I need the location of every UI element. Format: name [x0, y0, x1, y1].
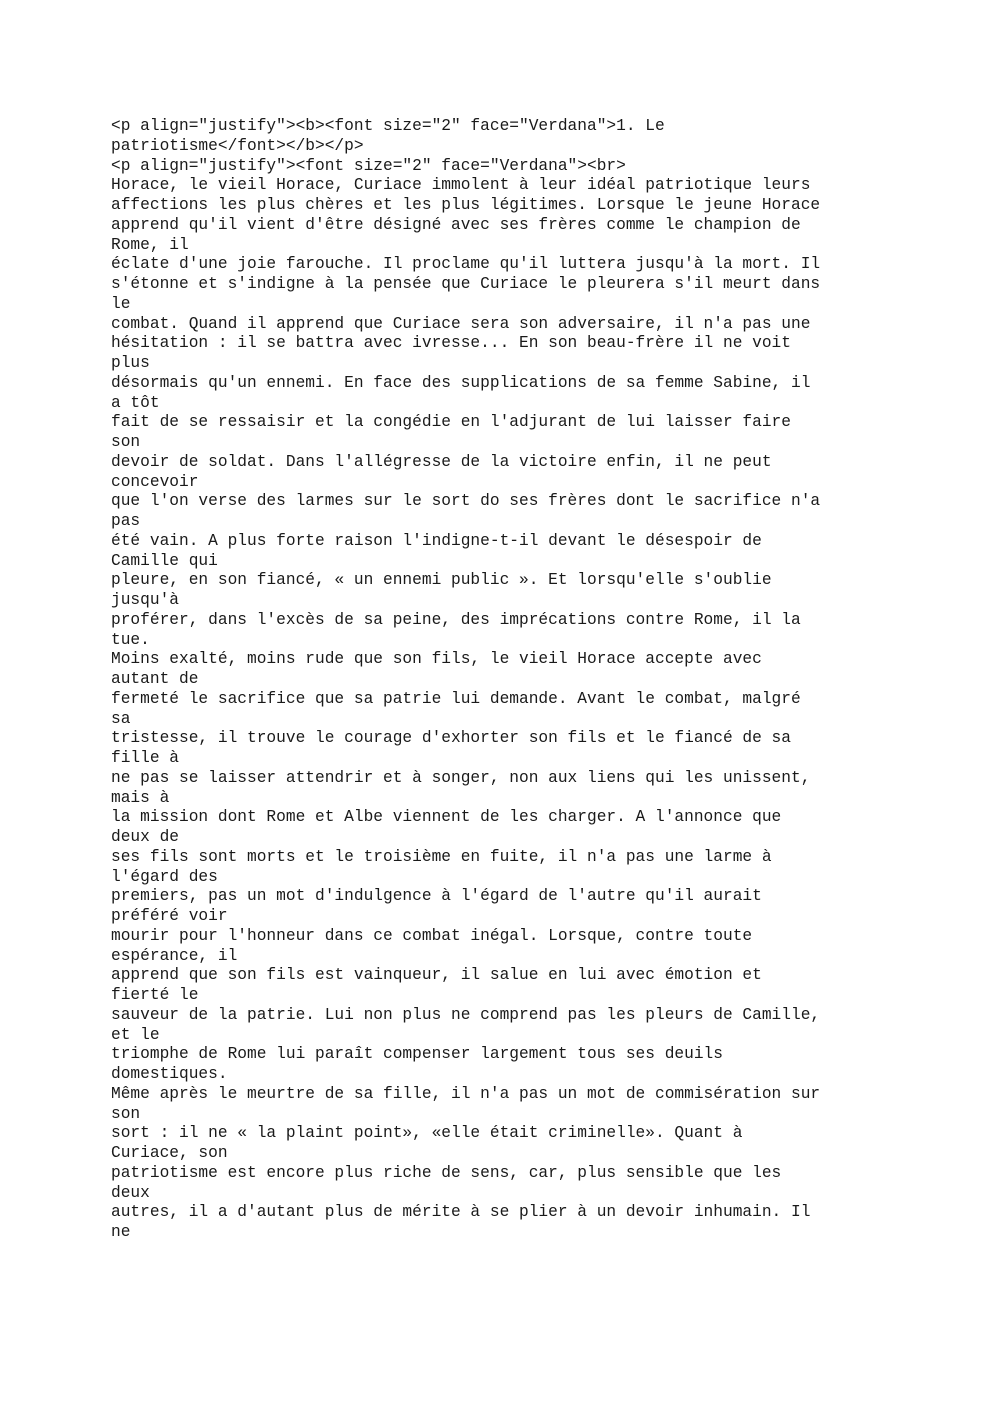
text-line: pas: [111, 512, 141, 530]
text-line: <p align="justify"><font size="2" face="Verdana"><br>: [111, 156, 626, 175]
text-line: Rome, il: [111, 235, 189, 254]
text-line: tristesse, il trouve le courage d'exhorter son fils et le fiancé de sa: [111, 729, 791, 748]
text-line: fierté le: [111, 986, 199, 1004]
text-line: Curiace, son: [111, 1144, 228, 1162]
text-line: éclate d'une joie farouche. Il proclame qu'il luttera jusqu'à la mort. Il: [111, 255, 821, 274]
text-line: deux de: [111, 828, 179, 846]
text-line: devoir de soldat. Dans l'allégresse de la victoire enfin, il ne peut: [111, 452, 772, 471]
text-line: autres, il a d'autant plus de mérite à se plier à un devoir inhumain. Il: [111, 1203, 811, 1222]
text-line: Camille qui: [111, 551, 218, 570]
text-line: <p align="justify"><b><font size="2" face="Verdana">1. Le: [111, 117, 665, 135]
text-line: combat. Quand il apprend que Curiace sera son adversaire, il n'a pas une: [111, 314, 811, 333]
text-line: préféré voir: [111, 907, 228, 925]
text-line: tue.: [111, 630, 150, 649]
text-line: la mission dont Rome et Albe viennent de les charger. A l'annonce que: [111, 808, 782, 827]
text-line: été vain. A plus forte raison l'indigne-t-il devant le désespoir de: [111, 531, 762, 550]
text-line: fille à: [111, 749, 179, 767]
text-line: mais à: [111, 788, 170, 807]
text-line: l'égard des: [111, 867, 218, 886]
text-line: apprend qu'il vient d'être désigné avec ses frères comme le champion de: [111, 215, 801, 234]
text-line: pleure, en son fiancé, « un ennemi public ». Et lorsqu'elle s'oublie: [111, 571, 772, 590]
text-line: Moins exalté, moins rude que son fils, le vieil Horace accepte avec: [111, 650, 762, 669]
text-line: autant de: [111, 670, 199, 688]
document-text: [111, 117, 901, 1243]
text-line: deux: [111, 1183, 150, 1202]
text-line: ne: [111, 1223, 131, 1241]
text-line: que l'on verse des larmes sur le sort do ses frères dont le sacrifice n'a: [111, 492, 821, 511]
text-line: Horace, le vieil Horace, Curiace immolent à leur idéal patriotique leurs: [111, 176, 811, 195]
text-line: s'étonne et s'indigne à la pensée que Curiace le pleurera s'il meurt dans: [111, 275, 821, 293]
text-line: patriotisme</font></b></p>: [111, 136, 364, 155]
text-line: ne pas se laisser attendrir et à songer, non aux liens qui les unissent,: [111, 768, 811, 787]
text-line: hésitation : il se battra avec ivresse... En son beau-frère il ne voit: [111, 334, 791, 353]
text-line: jusqu'à: [111, 591, 179, 609]
text-line: espérance, il: [111, 946, 238, 965]
text-line: mourir pour l'honneur dans ce combat inégal. Lorsque, contre toute: [111, 926, 753, 945]
text-line: ses fils sont morts et le troisième en fuite, il n'a pas une larme à: [111, 847, 772, 866]
text-line: a tôt: [111, 393, 160, 412]
text-line: désormais qu'un ennemi. En face des supplications de sa femme Sabine, il: [111, 373, 811, 392]
text-line: fermeté le sacrifice que sa patrie lui demande. Avant le combat, malgré: [111, 689, 801, 708]
text-line: le: [111, 294, 131, 313]
text-line: fait de se ressaisir et la congédie en l'adjurant de lui laisser faire: [111, 413, 791, 432]
text-line: concevoir: [111, 472, 199, 491]
text-line: sort : il ne « la plaint point», «elle était criminelle». Quant à: [111, 1124, 743, 1143]
text-line: patriotisme est encore plus riche de sens, car, plus sensible que les: [111, 1163, 782, 1182]
text-line: et le: [111, 1025, 160, 1044]
text-line: affections les plus chères et les plus légitimes. Lorsque le jeune Horace: [111, 196, 821, 214]
text-line: Même après le meurtre de sa fille, il n'a pas un mot de commisération sur: [111, 1084, 821, 1103]
text-line: triomphe de Rome lui paraît compenser largement tous ses deuils: [111, 1045, 723, 1064]
text-line: domestiques.: [111, 1065, 228, 1083]
text-line: proférer, dans l'excès de sa peine, des imprécations contre Rome, il la: [111, 610, 801, 629]
text-line: apprend que son fils est vainqueur, il salue en lui avec émotion et: [111, 966, 762, 985]
text-line: sauveur de la patrie. Lui non plus ne comprend pas les pleurs de Camille,: [111, 1005, 821, 1024]
text-line: plus: [111, 354, 150, 372]
text-line: son: [111, 433, 141, 451]
text-line: premiers, pas un mot d'indulgence à l'égard de l'autre qu'il aurait: [111, 887, 762, 906]
text-line: son: [111, 1104, 141, 1123]
text-line: sa: [111, 709, 131, 728]
